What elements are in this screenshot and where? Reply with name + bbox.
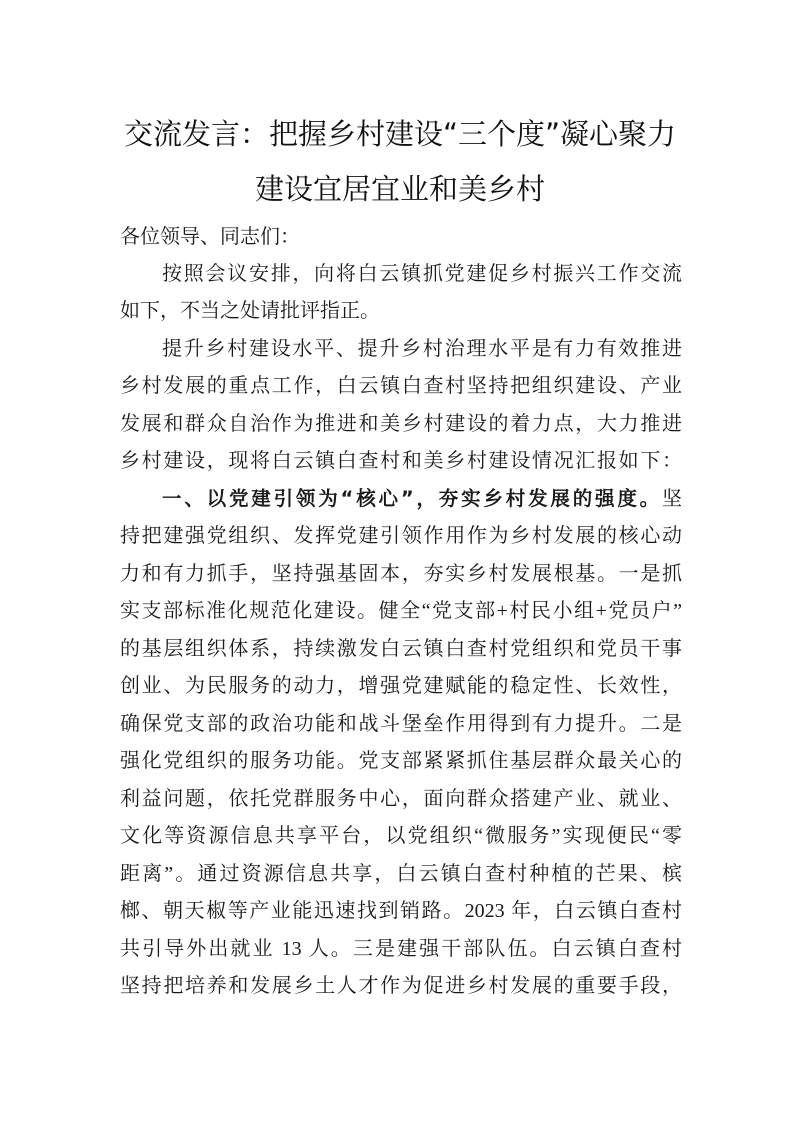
paragraph-line: 如下，不当之处请批评指正。	[120, 300, 380, 322]
paragraph-line: 共引导外出就业 13 人。三是建强干部队伍。白云镇白查村	[120, 938, 682, 960]
paragraph-line: 发展和群众自治作为推进和美乡村建设的着力点，大力推进	[120, 413, 682, 435]
document-title-line-2: 建设宜居宜业和美乡村	[254, 172, 545, 206]
paragraph-line: 榔、朝天椒等产业能迅速找到销路。2023 年，白云镇白查村	[120, 900, 682, 922]
paragraph-line: 文化等资源信息共享平台，以党组织“微服务”实现便民“零	[120, 825, 682, 847]
paragraph-line: 乡村发展的重点工作，白云镇白查村坚持把组织建设、产业	[120, 375, 682, 397]
document-title-line-1: 交流发言：把握乡村建设“三个度”凝心聚力	[123, 117, 677, 151]
section-heading: 一、以党建引领为“核心”，夯实乡村发展的强度。	[162, 487, 662, 510]
paragraph-line: 的基层组织体系，持续激发白云镇白查村党组织和党员干事	[120, 638, 682, 660]
greeting: 各位领导、同志们：	[120, 226, 300, 248]
paragraph-line: 实支部标准化规范化建设。健全“党支部+村民小组+党员户”	[120, 600, 682, 622]
paragraph-line: 按照会议安排，向将白云镇抓党建促乡村振兴工作交流	[162, 263, 682, 285]
paragraph-line: 创业、为民服务的动力，增强党建赋能的稳定性、长效性，	[120, 675, 682, 697]
paragraph-line: 坚持把培养和发展乡土人才作为促进乡村发展的重要手段，	[120, 975, 682, 997]
paragraph-line: 距离”。通过资源信息共享，白云镇白查村种植的芒果、槟	[120, 863, 682, 885]
paragraph-line: 持把建强党组织、发挥党建引领作用作为乡村发展的核心动	[120, 525, 682, 547]
paragraph-line: 确保党支部的政治功能和战斗堡垒作用得到有力提升。二是	[120, 713, 682, 735]
paragraph-line: 力和有力抓手，坚持强基固本，夯实乡村发展根基。一是抓	[120, 563, 682, 585]
paragraph-line: 强化党组织的服务功能。党支部紧紧抓住基层群众最关心的	[120, 750, 682, 772]
paragraph-line: 利益问题，依托党群服务中心，面向群众搭建产业、就业、	[120, 788, 682, 810]
section-text-start: 坚	[662, 488, 682, 510]
section-heading-line	[120, 486, 682, 512]
paragraph-line: 乡村建设，现将白云镇白查村和美乡村建设情况汇报如下：	[120, 450, 682, 472]
paragraph-line: 提升乡村建设水平、提升乡村治理水平是有力有效推进	[162, 338, 682, 360]
